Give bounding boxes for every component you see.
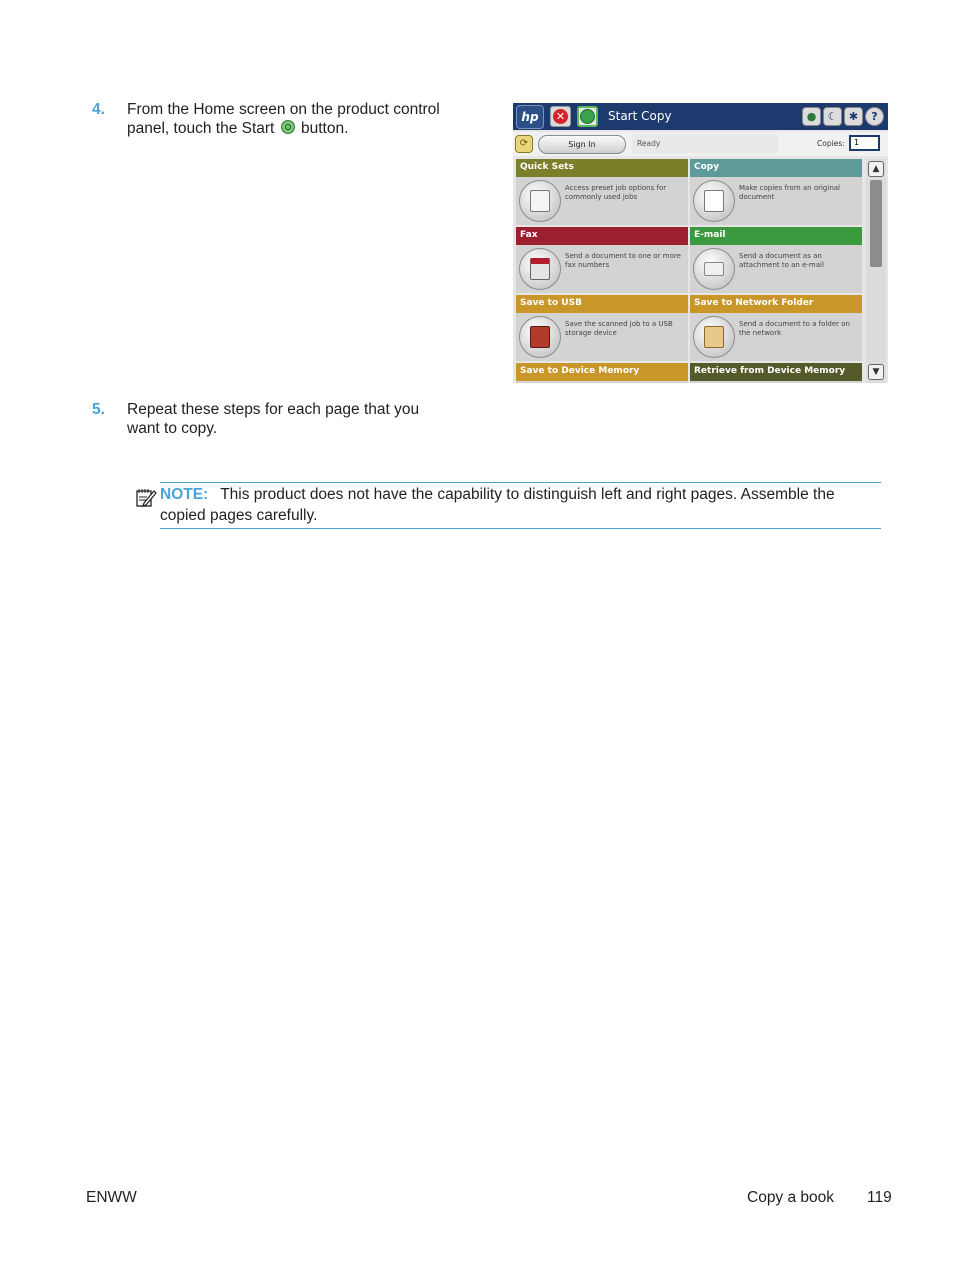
tile-title: Save to USB — [516, 295, 688, 313]
step-text-after: button. — [300, 120, 349, 137]
stop-icon: ✕ — [553, 109, 568, 124]
step-text-before: From the Home screen on the product control panel, touch the Start — [127, 101, 440, 137]
network-icon[interactable]: ● — [802, 107, 821, 126]
scrollbar-thumb[interactable] — [870, 180, 882, 267]
copies-label: Copies: — [817, 139, 845, 148]
tile-copy[interactable] — [690, 159, 862, 225]
step-text: Repeat these steps for each page that you want to copy. — [127, 401, 420, 437]
note-text: This product does not have the capability to distinguish left and right pages. Assemble the copied pages carefully. — [160, 486, 835, 524]
usb-icon — [519, 316, 561, 358]
step-5 — [92, 400, 452, 438]
stop-button[interactable] — [550, 106, 571, 127]
start-icon — [281, 120, 295, 134]
step-4 — [92, 100, 452, 138]
tile-title: Fax — [516, 227, 688, 245]
tile-description: Send a document to a folder on the network — [739, 320, 850, 337]
status-text: Ready — [632, 134, 778, 153]
note-icon — [135, 486, 157, 508]
tile-title: Copy — [690, 159, 862, 177]
tile-description: Send a document to one or more fax numbers — [565, 252, 681, 269]
tile-save-to-device-memory[interactable] — [516, 363, 688, 383]
tile-fax[interactable] — [516, 227, 688, 293]
sleep-icon[interactable]: ☾ — [823, 107, 842, 126]
tile-title: E-mail — [690, 227, 862, 245]
panel-title-bar — [513, 103, 888, 130]
tile-title: Retrieve from Device Memory — [690, 363, 862, 381]
network-folder-icon — [693, 316, 735, 358]
tile-title: Save to Network Folder — [690, 295, 862, 313]
panel-title: Start Copy — [608, 109, 672, 123]
tile-retrieve-from-device-memory[interactable] — [690, 363, 862, 383]
scroll-down-icon[interactable]: ▼ — [868, 364, 884, 380]
footer-section-title: Copy a book — [747, 1189, 835, 1206]
tile-save-to-usb[interactable] — [516, 295, 688, 361]
email-icon — [693, 248, 735, 290]
status-bar — [513, 132, 888, 156]
footer-doc-id: ENWW — [86, 1189, 137, 1206]
tile-description: Save the scanned job to a USB storage device — [565, 320, 673, 337]
settings-icon[interactable]: ✱ — [844, 107, 863, 126]
step-text — [127, 100, 452, 138]
copies-input[interactable]: 1 — [849, 135, 880, 151]
scroll-up-icon[interactable]: ▲ — [868, 161, 884, 177]
control-panel-screenshot — [513, 103, 888, 383]
tile-description: Access preset job options for commonly used jobs — [565, 184, 667, 201]
help-icon[interactable]: ? — [865, 107, 884, 126]
tile-quick-sets[interactable] — [516, 159, 688, 225]
home-button[interactable]: ⟳ — [515, 135, 533, 153]
tile-description: Make copies from an original document — [739, 184, 840, 201]
sign-in-button[interactable]: Sign In — [538, 135, 626, 154]
copy-icon — [693, 180, 735, 222]
start-icon — [580, 109, 595, 124]
tile-description: Send a document as an attachment to an e-mail — [739, 252, 824, 269]
note-label: NOTE: — [160, 486, 209, 503]
tile-save-to-network-folder[interactable] — [690, 295, 862, 361]
note-box — [160, 482, 881, 529]
tile-title: Save to Device Memory — [516, 363, 688, 381]
step-number: 5. — [92, 401, 105, 418]
tile-title: Quick Sets — [516, 159, 688, 177]
fax-icon — [519, 248, 561, 290]
start-button[interactable] — [577, 106, 598, 127]
scrollbar[interactable] — [866, 159, 886, 383]
footer-page-number: 119 — [867, 1189, 892, 1206]
step-number: 4. — [92, 101, 105, 118]
hp-logo: hp — [516, 105, 544, 129]
tile-email[interactable] — [690, 227, 862, 293]
quick-sets-icon — [519, 180, 561, 222]
